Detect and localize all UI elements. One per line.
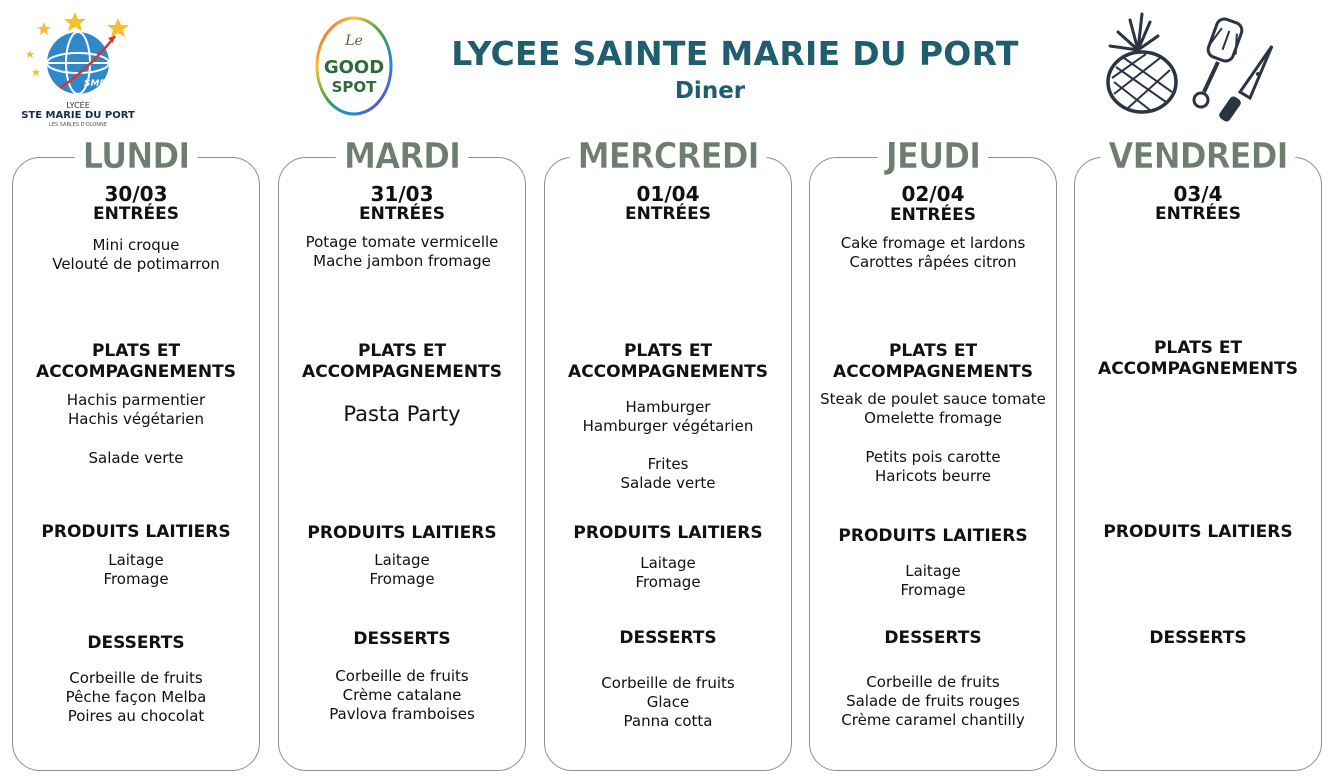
desserts-list-line: Corbeille de fruits <box>601 674 735 692</box>
plats-list <box>810 390 1056 428</box>
sides-list-line: Frites <box>647 455 689 473</box>
day-name: MARDI <box>336 136 468 178</box>
laitiers-list-line: Laitage <box>905 562 961 580</box>
day-date: 01/04 <box>636 182 700 206</box>
day-name: JEUDI <box>878 136 988 178</box>
laitiers-list-line: Fromage <box>635 573 701 591</box>
plats-list <box>279 401 525 427</box>
plats-heading: PLATS ET ACCOMPAGNEMENTS <box>302 341 502 382</box>
desserts-heading: DESSERTS <box>353 629 451 649</box>
entrees-list <box>279 233 525 271</box>
laitiers-list-line: Fromage <box>900 581 966 599</box>
entrees-list-line: Velouté de potimarron <box>52 255 220 273</box>
desserts-list-line: Glace <box>646 693 690 711</box>
laitiers-list-line: Fromage <box>369 570 435 588</box>
globe-logo-icon <box>20 8 138 128</box>
laitiers-list <box>810 562 1056 600</box>
entrees-heading: ENTRÉES <box>890 205 976 225</box>
plats-heading: PLATS ET ACCOMPAGNEMENTS <box>833 341 1033 382</box>
entrees-heading: ENTRÉES <box>1155 204 1241 224</box>
entrees-list-line: Carottes râpées citron <box>849 253 1017 271</box>
plats-list-line: Hamburger <box>625 398 711 416</box>
desserts-heading: DESSERTS <box>619 628 717 648</box>
plats-list <box>13 391 259 429</box>
entrees-heading: ENTRÉES <box>359 204 445 224</box>
page-title: LYCEE SAINTE MARIE DU PORT <box>451 34 1019 73</box>
day-card-lundi <box>12 136 260 771</box>
sides-list-line: Salade verte <box>620 474 716 492</box>
entrees-list-line: Mini croque <box>92 236 180 254</box>
plats-list <box>545 398 791 436</box>
svg-text:LYCÉE: LYCÉE <box>66 101 90 110</box>
day-date: 03/4 <box>1173 182 1223 206</box>
day-card-jeudi <box>809 136 1057 771</box>
school-badge-text: SMP <box>84 79 107 89</box>
day-name: LUNDI <box>75 136 198 178</box>
desserts-list <box>810 673 1056 730</box>
svg-text:SPOT: SPOT <box>331 78 377 96</box>
sides-list <box>545 455 791 493</box>
desserts-list-line: Crème caramel chantilly <box>841 711 1025 729</box>
laitiers-heading: PRODUITS LAITIERS <box>307 523 497 543</box>
sides-list-line: Salade verte <box>88 449 184 467</box>
page-subtitle: Diner <box>674 78 746 104</box>
laitiers-list <box>279 551 525 589</box>
day-card-vendredi <box>1074 136 1322 771</box>
sides-list-line: Petits pois carotte <box>865 448 1001 466</box>
desserts-list-line: Poires au chocolat <box>67 707 205 725</box>
laitiers-heading: PRODUITS LAITIERS <box>1103 522 1293 542</box>
desserts-list <box>545 674 791 731</box>
desserts-list-line: Salade de fruits rouges <box>846 692 1020 710</box>
plats-list-line: Hachis végétarien <box>68 410 204 428</box>
svg-text:GOOD: GOOD <box>323 57 385 78</box>
svg-text:LES SABLES D'OLONNE: LES SABLES D'OLONNE <box>49 122 107 128</box>
laitiers-heading: PRODUITS LAITIERS <box>573 523 763 543</box>
entrees-list-line: Potage tomate vermicelle <box>305 233 499 251</box>
plats-list-line: Hachis parmentier <box>66 391 206 409</box>
desserts-list <box>13 669 259 726</box>
day-date: 02/04 <box>901 182 965 206</box>
day-card-mardi <box>278 136 526 771</box>
svg-text:Le: Le <box>345 33 363 49</box>
good-spot-badge-icon <box>313 15 395 117</box>
laitiers-list-line: Laitage <box>640 554 696 572</box>
desserts-heading: DESSERTS <box>1149 628 1247 648</box>
desserts-list <box>279 667 525 724</box>
desserts-list-line: Corbeille de fruits <box>69 669 203 687</box>
entrees-heading: ENTRÉES <box>625 204 711 224</box>
sides-list-line: Haricots beurre <box>875 467 991 485</box>
desserts-list-line: Corbeille de fruits <box>335 667 469 685</box>
laitiers-list <box>545 554 791 592</box>
entrees-list <box>13 236 259 274</box>
day-name: MERCREDI <box>569 136 766 178</box>
entrees-list-line: Mache jambon fromage <box>313 252 491 270</box>
desserts-list-line: Crème catalane <box>342 686 462 704</box>
plats-list-line: Steak de poulet sauce tomate <box>820 390 1046 408</box>
plats-list-line: Hamburger végétarien <box>582 417 754 435</box>
svg-text:STE MARIE DU PORT: STE MARIE DU PORT <box>21 110 135 121</box>
plats-list-line: Pasta Party <box>343 402 461 426</box>
day-date: 30/03 <box>104 182 168 206</box>
plats-list-line: Omelette fromage <box>864 409 1002 427</box>
desserts-list-line: Panna cotta <box>623 712 713 730</box>
entrees-list-line: Cake fromage et lardons <box>840 234 1026 252</box>
plats-heading: PLATS ET ACCOMPAGNEMENTS <box>36 341 236 382</box>
day-card-mercredi <box>544 136 792 771</box>
desserts-heading: DESSERTS <box>884 628 982 648</box>
school-logo <box>20 8 138 128</box>
desserts-heading: DESSERTS <box>87 633 185 653</box>
laitiers-list <box>13 551 259 589</box>
desserts-list-line: Pêche façon Melba <box>65 688 207 706</box>
laitiers-heading: PRODUITS LAITIERS <box>838 526 1028 546</box>
day-name: VENDREDI <box>1100 136 1295 178</box>
kitchen-illustration <box>1100 12 1285 122</box>
desserts-list-line: Pavlova framboises <box>329 705 475 723</box>
laitiers-list-line: Laitage <box>108 551 164 569</box>
entrees-list <box>810 234 1056 272</box>
entrees-heading: ENTRÉES <box>93 204 179 224</box>
sides-list <box>810 448 1056 486</box>
good-spot-logo <box>313 15 395 117</box>
laitiers-list-line: Laitage <box>374 551 430 569</box>
plats-heading: PLATS ET ACCOMPAGNEMENTS <box>1098 338 1298 379</box>
day-date: 31/03 <box>370 182 434 206</box>
sides-list <box>13 449 259 468</box>
plats-heading: PLATS ET ACCOMPAGNEMENTS <box>568 341 768 382</box>
laitiers-list-line: Fromage <box>103 570 169 588</box>
pineapple-icon <box>1108 14 1176 112</box>
laitiers-heading: PRODUITS LAITIERS <box>41 522 231 542</box>
desserts-list-line: Corbeille de fruits <box>866 673 1000 691</box>
spatula-icon <box>1194 17 1244 107</box>
